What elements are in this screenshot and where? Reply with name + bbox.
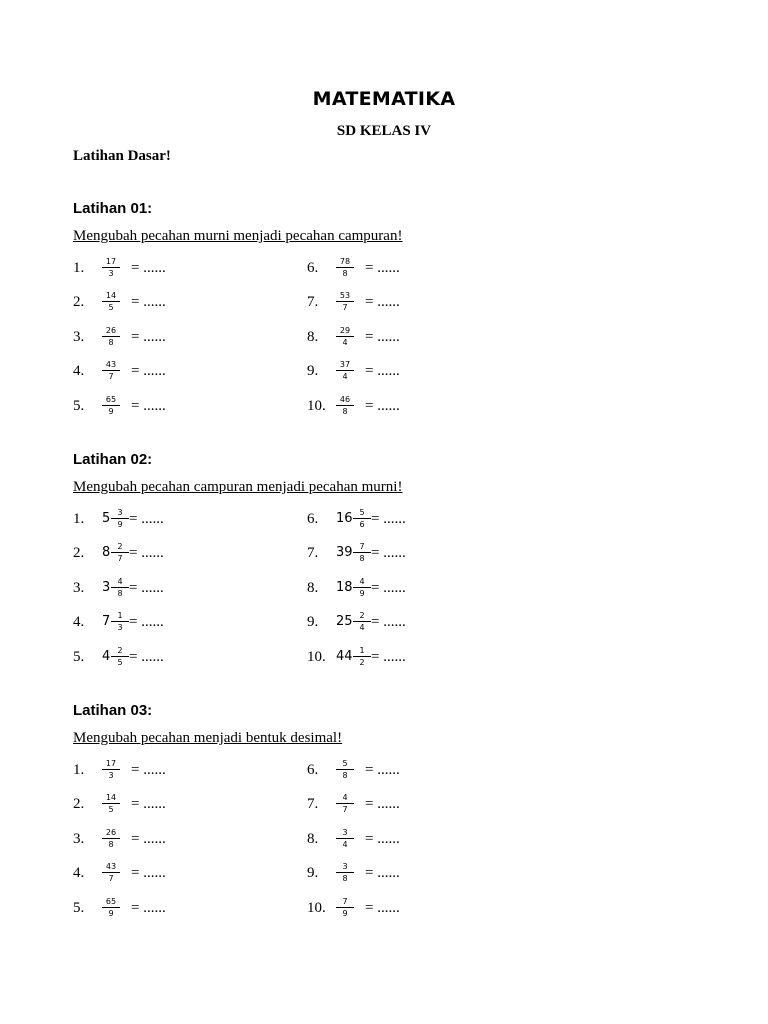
fraction-numerator: 3 <box>111 507 129 519</box>
exercise-item <box>73 325 303 351</box>
answer-blank: = ...... <box>131 831 166 847</box>
fraction-numerator: 46 <box>336 394 354 406</box>
fraction <box>102 896 120 919</box>
fraction-numerator: 7 <box>353 541 371 553</box>
item-number: 6. <box>307 260 319 276</box>
fraction-numerator: 14 <box>102 792 120 804</box>
item-number: 6. <box>307 511 319 527</box>
whole-number: 4 <box>102 649 111 664</box>
whole-number: 16 <box>336 511 353 526</box>
section-instruction: Mengubah pecahan murni menjadi pecahan campuran! <box>73 228 403 244</box>
exercise-item <box>307 645 537 671</box>
exercise-item <box>307 576 537 602</box>
answer-blank: = ...... <box>365 398 400 414</box>
fraction <box>336 861 354 884</box>
fraction-numerator: 1 <box>111 610 129 622</box>
answer-blank: = ...... <box>129 649 164 665</box>
answer-blank: = ...... <box>129 580 164 596</box>
answer-blank: = ...... <box>371 649 406 665</box>
fraction <box>102 359 120 382</box>
fraction-numerator: 4 <box>336 792 354 804</box>
exercise-item <box>307 507 537 533</box>
fraction-denominator: 9 <box>108 909 114 918</box>
fraction <box>336 325 354 348</box>
fraction <box>336 290 354 313</box>
exercise-item <box>307 792 537 818</box>
fraction-denominator: 5 <box>108 303 114 312</box>
fraction-numerator: 65 <box>102 394 120 406</box>
exercise-item <box>307 541 537 567</box>
fraction-denominator: 3 <box>108 269 114 278</box>
fraction-denominator: 3 <box>117 623 123 632</box>
fraction-numerator: 2 <box>111 645 129 657</box>
answer-blank: = ...... <box>371 580 406 596</box>
item-number: 2. <box>73 294 85 310</box>
answer-blank: = ...... <box>131 796 166 812</box>
fraction <box>102 758 120 781</box>
fraction <box>102 325 120 348</box>
fraction <box>102 256 120 279</box>
fraction-denominator: 8 <box>108 338 114 347</box>
fraction-denominator: 5 <box>117 658 123 667</box>
answer-blank: = ...... <box>365 900 400 916</box>
exercise-item <box>73 610 303 636</box>
exercise-item <box>307 827 537 853</box>
exercise-item <box>307 610 537 636</box>
fraction-numerator: 5 <box>353 507 371 519</box>
fraction-denominator: 7 <box>342 303 348 312</box>
exercise-item <box>73 861 303 887</box>
page-subtitle: SD KELAS IV <box>336 123 432 139</box>
answer-blank: = ...... <box>131 398 166 414</box>
section-heading: Latihan 01: <box>73 200 153 217</box>
section-latihan-01 <box>73 200 713 420</box>
exercise-item <box>73 792 303 818</box>
section-instruction: Mengubah pecahan menjadi bentuk desimal! <box>73 730 343 746</box>
fraction <box>102 394 120 417</box>
item-number: 4. <box>73 363 85 379</box>
fraction-numerator: 17 <box>102 256 120 268</box>
exercise-item <box>73 896 303 922</box>
fraction-numerator: 53 <box>336 290 354 302</box>
item-number: 10. <box>307 398 326 414</box>
fraction <box>111 507 129 530</box>
fraction-denominator: 4 <box>342 840 348 849</box>
exercise-item <box>307 290 537 316</box>
section-heading: Latihan 02: <box>73 451 153 468</box>
section-heading: Latihan 03: <box>73 702 153 719</box>
answer-blank: = ...... <box>365 260 400 276</box>
item-number: 3. <box>73 329 85 345</box>
whole-number: 18 <box>336 580 353 595</box>
answer-blank: = ...... <box>365 329 400 345</box>
fraction-denominator: 5 <box>108 805 114 814</box>
fraction <box>336 792 354 815</box>
item-number: 4. <box>73 865 85 881</box>
fraction-numerator: 2 <box>353 610 371 622</box>
fraction-denominator: 8 <box>342 269 348 278</box>
item-number: 9. <box>307 865 319 881</box>
item-number: 7. <box>307 796 319 812</box>
fraction <box>102 792 120 815</box>
exercise-item <box>73 394 303 420</box>
item-number: 8. <box>307 329 319 345</box>
exercise-item <box>73 758 303 784</box>
exercise-item <box>73 256 303 282</box>
fraction-denominator: 9 <box>359 589 365 598</box>
exercise-item <box>307 394 537 420</box>
fraction-numerator: 2 <box>111 541 129 553</box>
item-number: 8. <box>307 580 319 596</box>
fraction-denominator: 9 <box>342 909 348 918</box>
fraction <box>353 645 371 668</box>
answer-blank: = ...... <box>371 614 406 630</box>
item-number: 6. <box>307 762 319 778</box>
item-number: 1. <box>73 260 85 276</box>
fraction-denominator: 7 <box>108 874 114 883</box>
answer-blank: = ...... <box>129 614 164 630</box>
exercise-item <box>307 758 537 784</box>
exercise-item <box>73 541 303 567</box>
fraction <box>102 290 120 313</box>
answer-blank: = ...... <box>365 294 400 310</box>
fraction-numerator: 43 <box>102 861 120 873</box>
fraction <box>336 256 354 279</box>
fraction-numerator: 65 <box>102 896 120 908</box>
answer-blank: = ...... <box>131 329 166 345</box>
fraction-denominator: 8 <box>359 554 365 563</box>
fraction-numerator: 17 <box>102 758 120 770</box>
item-number: 5. <box>73 900 85 916</box>
answer-blank: = ...... <box>131 900 166 916</box>
fraction-numerator: 1 <box>353 645 371 657</box>
fraction-numerator: 37 <box>336 359 354 371</box>
fraction <box>336 827 354 850</box>
fraction <box>111 541 129 564</box>
intro-text: Latihan Dasar! <box>73 148 171 164</box>
item-number: 5. <box>73 649 85 665</box>
exercise-item <box>73 507 303 533</box>
fraction-denominator: 4 <box>359 623 365 632</box>
whole-number: 5 <box>102 511 111 526</box>
fraction <box>353 610 371 633</box>
fraction <box>111 645 129 668</box>
answer-blank: = ...... <box>365 363 400 379</box>
fraction-numerator: 14 <box>102 290 120 302</box>
exercise-item <box>307 325 537 351</box>
answer-blank: = ...... <box>131 260 166 276</box>
fraction-denominator: 8 <box>342 874 348 883</box>
fraction-denominator: 8 <box>108 840 114 849</box>
fraction-numerator: 29 <box>336 325 354 337</box>
item-number: 1. <box>73 762 85 778</box>
exercise-item <box>73 359 303 385</box>
item-number: 2. <box>73 796 85 812</box>
fraction-numerator: 43 <box>102 359 120 371</box>
fraction-numerator: 26 <box>102 325 120 337</box>
item-number: 5. <box>73 398 85 414</box>
fraction-numerator: 5 <box>336 758 354 770</box>
fraction <box>336 758 354 781</box>
exercise-item <box>73 827 303 853</box>
item-number: 1. <box>73 511 85 527</box>
fraction-denominator: 4 <box>342 372 348 381</box>
fraction-numerator: 3 <box>336 861 354 873</box>
whole-number: 3 <box>102 580 111 595</box>
exercise-item <box>307 359 537 385</box>
answer-blank: = ...... <box>365 762 400 778</box>
fraction <box>102 861 120 884</box>
fraction-denominator: 7 <box>117 554 123 563</box>
fraction <box>102 827 120 850</box>
whole-number: 44 <box>336 649 353 664</box>
fraction-denominator: 8 <box>342 407 348 416</box>
answer-blank: = ...... <box>365 796 400 812</box>
answer-blank: = ...... <box>131 762 166 778</box>
item-number: 7. <box>307 545 319 561</box>
item-number: 9. <box>307 614 319 630</box>
section-latihan-02 <box>73 451 713 671</box>
answer-blank: = ...... <box>365 865 400 881</box>
answer-blank: = ...... <box>129 511 164 527</box>
section-instruction: Mengubah pecahan campuran menjadi pecahan murni! <box>73 479 403 495</box>
fraction-numerator: 4 <box>353 576 371 588</box>
fraction <box>111 576 129 599</box>
fraction-denominator: 7 <box>342 805 348 814</box>
item-number: 9. <box>307 363 319 379</box>
section-latihan-03 <box>73 702 713 922</box>
item-number: 8. <box>307 831 319 847</box>
whole-number: 8 <box>102 545 111 560</box>
item-number: 4. <box>73 614 85 630</box>
whole-number: 7 <box>102 614 111 629</box>
item-number: 10. <box>307 900 326 916</box>
exercise-item <box>307 256 537 282</box>
item-number: 3. <box>73 580 85 596</box>
fraction-numerator: 78 <box>336 256 354 268</box>
exercise-item <box>307 861 537 887</box>
fraction-numerator: 26 <box>102 827 120 839</box>
fraction-denominator: 8 <box>117 589 123 598</box>
fraction-numerator: 7 <box>336 896 354 908</box>
fraction-denominator: 7 <box>108 372 114 381</box>
whole-number: 39 <box>336 545 353 560</box>
whole-number: 25 <box>336 614 353 629</box>
item-number: 7. <box>307 294 319 310</box>
fraction <box>111 610 129 633</box>
fraction-denominator: 4 <box>342 338 348 347</box>
fraction <box>353 576 371 599</box>
answer-blank: = ...... <box>371 545 406 561</box>
answer-blank: = ...... <box>131 363 166 379</box>
fraction <box>353 541 371 564</box>
fraction-denominator: 9 <box>117 520 123 529</box>
item-number: 2. <box>73 545 85 561</box>
exercise-item <box>307 896 537 922</box>
fraction-denominator: 8 <box>342 771 348 780</box>
exercise-item <box>73 576 303 602</box>
answer-blank: = ...... <box>131 294 166 310</box>
fraction-denominator: 9 <box>108 407 114 416</box>
fraction <box>336 394 354 417</box>
fraction-denominator: 2 <box>359 658 365 667</box>
item-number: 3. <box>73 831 85 847</box>
fraction <box>336 896 354 919</box>
fraction <box>353 507 371 530</box>
fraction-denominator: 3 <box>108 771 114 780</box>
item-number: 10. <box>307 649 326 665</box>
fraction-numerator: 4 <box>111 576 129 588</box>
exercise-item <box>73 290 303 316</box>
answer-blank: = ...... <box>129 545 164 561</box>
answer-blank: = ...... <box>131 865 166 881</box>
answer-blank: = ...... <box>365 831 400 847</box>
fraction-numerator: 3 <box>336 827 354 839</box>
page-title: MATEMATIKA <box>312 88 456 110</box>
fraction <box>336 359 354 382</box>
fraction-denominator: 6 <box>359 520 365 529</box>
answer-blank: = ...... <box>371 511 406 527</box>
exercise-item <box>73 645 303 671</box>
